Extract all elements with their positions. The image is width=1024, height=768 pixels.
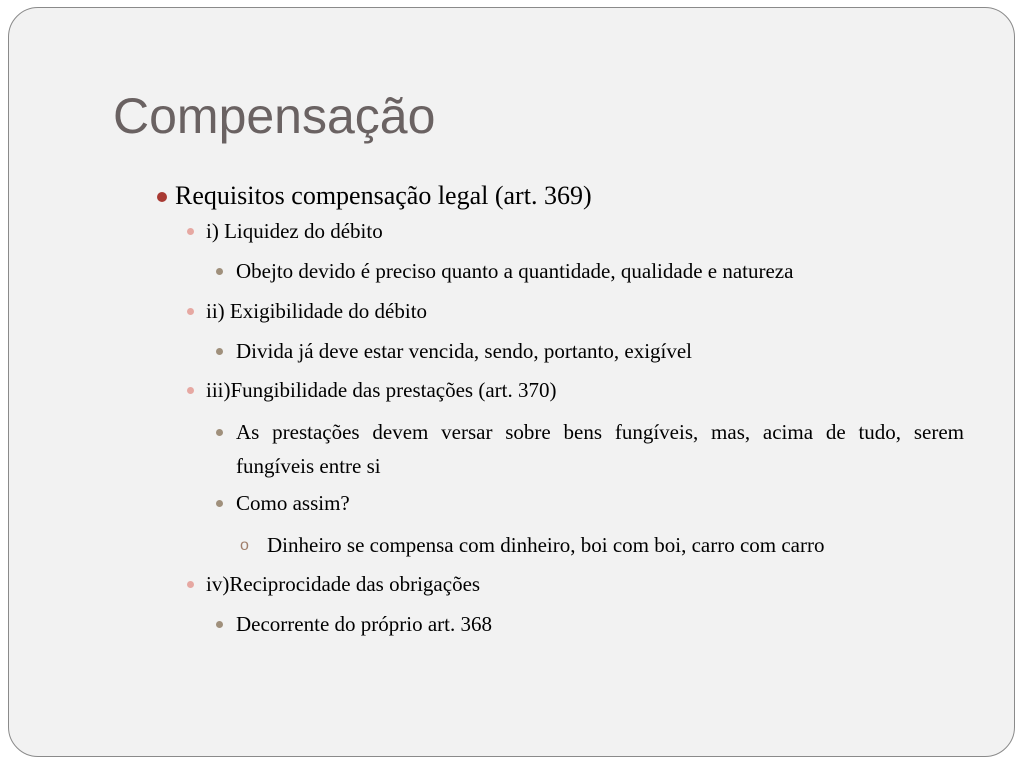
bullet-dot-icon: [187, 581, 194, 588]
bullet-dot-icon: [216, 621, 223, 628]
bullet-item-como-assim: [236, 486, 350, 520]
bullet-text: Dinheiro se compensa com dinheiro, boi com boi, carro com carro: [267, 533, 825, 557]
bullet-text: ii) Exigibilidade do débito: [206, 299, 428, 323]
bullet-dot-icon: [187, 308, 194, 315]
bullet-text: iv)Reciprocidade das obrigações: [206, 572, 481, 596]
bullet-item-reciprocidade: [206, 570, 480, 598]
bullet-item-decorrente: [236, 607, 492, 641]
bullet-item-dinheiro: [240, 531, 825, 559]
slide-title: Compensação: [113, 88, 436, 144]
bullet-text: i) Liquidez do débito: [206, 219, 383, 243]
bullet-dot-icon: [216, 348, 223, 355]
bullet-dot-icon: [216, 429, 223, 436]
bullet-text: Decorrente do próprio art. 368: [236, 612, 492, 636]
bullet-item-exigibilidade: [206, 297, 427, 325]
bullet-dot-icon: [187, 387, 194, 394]
bullet-text: Requisitos compensação legal (art. 369): [175, 181, 592, 210]
bullet-item-requisitos: [175, 180, 592, 212]
hollow-circle-bullet-icon: o: [240, 537, 249, 554]
bullet-item-divida-vencida: [236, 334, 692, 368]
bullet-dot-icon: [216, 500, 223, 507]
bullet-dot-icon: [187, 228, 194, 235]
bullet-item-prestacoes: [236, 415, 964, 483]
bullet-text: Como assim?: [236, 491, 350, 515]
bullet-text: As prestações devem versar sobre bens fungíveis, mas, acima de tudo, serem fungíveis entre si: [236, 420, 964, 478]
bullet-text: Obejto devido é preciso quanto a quantidade, qualidade e natureza: [236, 259, 794, 283]
bullet-dot-icon: [157, 192, 167, 202]
bullet-item-fungibilidade: [206, 376, 557, 404]
bullet-item-objeto-devido: [236, 254, 793, 288]
bullet-dot-icon: [216, 268, 223, 275]
bullet-text: iii)Fungibilidade das prestações (art. 370): [206, 378, 557, 402]
slide: [8, 7, 1015, 757]
bullet-text: Divida já deve estar vencida, sendo, portanto, exigível: [236, 339, 693, 363]
bullet-item-liquidez: [206, 217, 383, 245]
